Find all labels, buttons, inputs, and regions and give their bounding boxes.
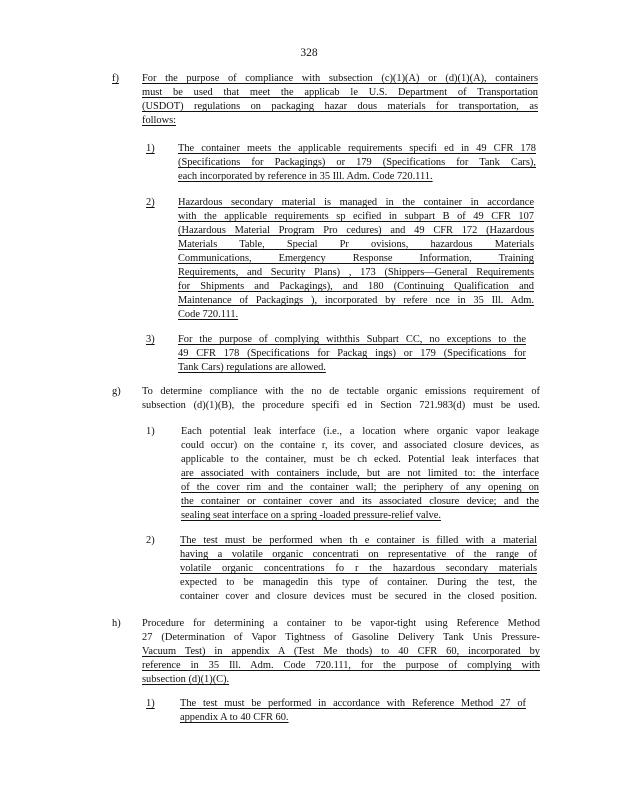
clause-f3-text	[178, 333, 526, 375]
clause-g-label: g)	[112, 386, 121, 397]
text-line: appendix A to 40 CFR 60.	[180, 712, 289, 723]
clause-f-text	[142, 72, 538, 128]
clause-f2-label: 2)	[146, 197, 155, 208]
clause-f3-label: 3)	[146, 334, 155, 345]
text-line: sealing seat interface on a spring -loaded pressure-relief valve.	[181, 510, 441, 521]
text-line: applicable to the container, must be ch ecked. Potential leak interfaces that	[181, 454, 539, 465]
text-line: subsection (d)(1)(C).	[142, 674, 230, 685]
clause-g1-label: 1)	[146, 426, 155, 437]
text-line: could occur) on the containe r, its cover, and associated closure devices, as	[181, 440, 539, 451]
text-line: Procedure for determining a container to be vapor-tight using Reference Method	[142, 618, 540, 629]
text-line: The test must be performed when th e container is filled with a material	[180, 535, 537, 546]
text-line: follows:	[142, 115, 177, 126]
text-line: having a volatile organic concentrati on representative of the range of	[180, 549, 537, 560]
clause-f1-text	[178, 142, 536, 184]
text-line: (Hazardous Material Program Pro cedures) and 49 CFR 172 (Hazardous	[178, 225, 534, 236]
text-line: Materials Table, Special Pr ovisions, hazardous Materials	[178, 239, 534, 250]
text-line: Code 720.111.	[178, 309, 239, 320]
clause-f-label: f)	[112, 73, 119, 84]
text-line: 49 CFR 178 (Specifications for Packag ings) or 179 (Specifications for	[178, 348, 526, 359]
text-line: Requirements, and Security Plans) , 173 (Shippers—General Requirements	[178, 267, 534, 278]
text-line: (Specifications for Packagings) or 179 (Specifications for Tank Cars),	[178, 157, 536, 168]
text-line: Tank Cars) regulations are allowed.	[178, 362, 326, 373]
text-line: 27 (Determination of Vapor Tightness of Gasoline Delivery Tank Unis Pressure-	[142, 632, 540, 643]
text-line: The container meets the applicable requirements specifi ed in 49 CFR 178	[178, 143, 536, 154]
text-line: For the purpose of compliance with subsection (c)(1)(A) or (d)(1)(A), containers	[142, 73, 538, 84]
clause-g2-label: 2)	[146, 535, 155, 546]
clause-f1-label: 1)	[146, 143, 155, 154]
text-line: Vacuum Test) in appendix A (Test Me thods) to 40 CFR 60, incorporated by	[142, 646, 540, 657]
text-line: with the applicable requirements sp ecified in subpart B of 49 CFR 107	[178, 211, 534, 222]
text-line: The test must be performed in accordance with Reference Method 27 of	[180, 698, 526, 709]
text-line: volatile organic concentrations fo r the hazardous secondary materials	[180, 563, 537, 574]
text-line: (USDOT) regulations on packaging hazar dous materials for transportation, as	[142, 101, 538, 112]
clause-g1-text	[181, 425, 539, 523]
text-line: Each potential leak interface (i.e., a location where organic vapor leakage	[181, 426, 539, 437]
text-line: subsection (d)(1)(B), the procedure specifi ed in Section 721.983(d) must be used.	[142, 400, 540, 411]
clause-f2-text	[178, 196, 534, 322]
text-line: the container or container cover and its associated closure device; and the	[181, 496, 539, 507]
clause-h1-label: 1)	[146, 698, 155, 709]
text-line: expected to be managedin this type of container. During the test, the	[180, 577, 537, 588]
text-line: container cover and closure devices must be secured in the closed position.	[180, 591, 537, 602]
text-line: Hazardous secondary material is managed in the container in accordance	[178, 197, 534, 208]
clause-h-text	[142, 617, 540, 687]
text-line: To determine compliance with the no de tectable organic emissions requirement of	[142, 386, 540, 397]
text-line: Communications, Emergency Response Information, Training	[178, 253, 534, 264]
text-line: reference in 35 Ill. Adm. Code 720.111, for the purpose of complying with	[142, 660, 540, 671]
clause-g-text	[142, 385, 540, 413]
clause-h1-text	[180, 697, 526, 725]
text-line: For the purpose of complying withthis Subpart CC, no exceptions to the	[178, 334, 526, 345]
text-line: Maintenance of Packagings ), incorporated by refere nce in 35 Ill. Adm.	[178, 295, 534, 306]
text-line: of the cover rim and the container wall; the periphery of any opening on	[181, 482, 539, 493]
clause-h-label: h)	[112, 618, 121, 629]
text-line: for Shipments and Packagings), and 180 (Continuing Qualification and	[178, 281, 534, 292]
text-line: are associated with containers include, but are not limited to: the interface	[181, 468, 539, 479]
text-line: each incorporated by reference in 35 Ill. Adm. Code 720.111.	[178, 171, 433, 182]
clause-g2-text	[180, 534, 537, 604]
page-number: 328	[300, 47, 318, 59]
text-line: must be used that meet the applicab le U.S. Department of Transportation	[142, 87, 538, 98]
